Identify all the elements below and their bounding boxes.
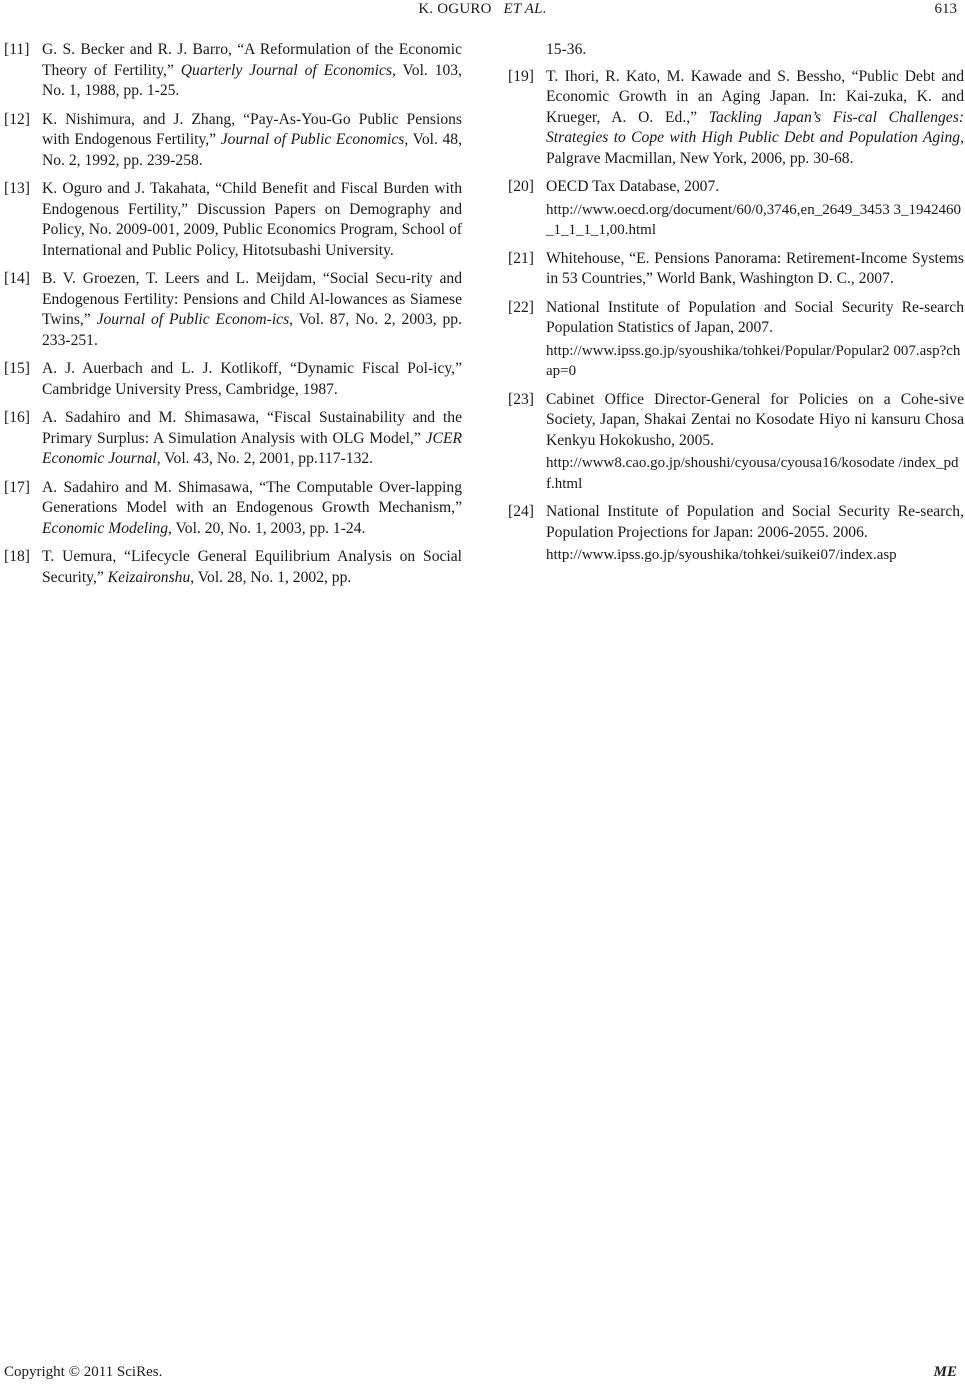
reference-item	[508, 390, 964, 495]
references-left-column	[4, 40, 462, 596]
header-et-al: ET AL.	[503, 1, 547, 17]
reference-url[interactable]: http://www.ipss.go.jp/syoushika/tohkei/suikei07/index.asp	[546, 547, 897, 563]
reference-item	[508, 177, 964, 241]
reference-book-title: Tackling Japan’s Fis-cal Challenges: Strategies to Cope with High Public Debt and Population Aging	[546, 108, 964, 146]
references-right-column	[508, 40, 964, 574]
reference-journal: Journal of Public Economics	[220, 131, 405, 148]
reference-text: Cabinet Office Director-General for Policies on a Cohe-sive Society, Japan, Shakai Zentai no Kosodate Hiyo ni kansuru Chosa Kenkyu Hokokusho, 2005.	[546, 390, 964, 449]
reference-details: , Vol. 87, No. 2, 2003, pp. 233-251.	[42, 311, 463, 349]
reference-number: [18]	[4, 548, 30, 565]
reference-text: B. V. Groezen, T. Leers and L. Meijdam, “Social Secu-rity and Endogenous Fertility: Pensions and Child Al-lowances as Siamese Twins,”	[42, 270, 462, 328]
reference-text: OECD Tax Database, 2007.	[546, 178, 720, 195]
reference-url[interactable]: http://www.oecd.org/document/60/0,3746,en_2649_3453 3_1942460_1_1_1_1,00.html	[546, 201, 961, 238]
reference-item	[4, 179, 462, 261]
reference-text: National Institute of Population and Social Security Re-search Population Statistics of Japan, 2007.	[546, 298, 964, 336]
reference-details: , Palgrave Macmillan, New York, 2006, pp. 30-68.	[546, 129, 964, 167]
copyright-notice: Copyright © 2011 SciRes.	[4, 1364, 163, 1380]
reference-journal: Keizaironshu	[107, 568, 191, 586]
reference-url[interactable]: http://www8.cao.go.jp/shoushi/cyousa/cyousa16/kosodate /index_pdf.html	[546, 455, 959, 492]
reference-number: [23]	[508, 390, 534, 408]
reference-number: [24]	[508, 503, 534, 520]
reference-item	[4, 547, 462, 588]
reference-item	[4, 110, 462, 172]
reference-number: [19]	[508, 67, 534, 85]
reference-text: A. Sadahiro and M. Shimasawa, “Fiscal Sustainability and the Primary Surplus: A Simulation Analysis with OLG Model,”	[42, 409, 462, 447]
reference-journal: Economic Modeling	[42, 519, 169, 537]
reference-item	[4, 269, 462, 351]
reference-text: A. J. Auerbach and L. J. Kotlikoff, “Dynamic Fiscal Pol-icy,” Cambridge University Press, Cambridge, 1987.	[42, 360, 462, 398]
reference-text: K. Nishimura, and J. Zhang, “Pay-As-You-Go Public Pensions with Endogenous Fertility,”	[42, 110, 462, 148]
reference-number: [17]	[4, 478, 30, 496]
reference-item	[4, 359, 462, 400]
reference-details: , Vol. 48, No. 2, 1992, pp. 239-258.	[42, 131, 462, 169]
reference-number: [11]	[4, 41, 30, 58]
reference-text: National Institute of Population and Social Security Re-search, Population Projections for Japan: 2006-2055. 2006.	[546, 503, 964, 541]
reference-number: [14]	[4, 270, 30, 287]
page-footer	[4, 1364, 957, 1384]
reference-number: [16]	[4, 409, 30, 426]
reference-item	[508, 67, 964, 170]
reference-item	[4, 40, 462, 102]
reference-number: [20]	[508, 178, 534, 195]
reference-details: , Vol. 28, No. 1, 2002, pp.	[190, 568, 352, 586]
reference-number: [21]	[508, 249, 534, 267]
reference-continuation: 15-36.	[546, 41, 587, 58]
reference-text: K. Oguro and J. Takahata, “Child Benefit and Fiscal Burden with Endogenous Fertility,” Discussion Papers on Demography and Policy, No. 2009-001, 2009, Public Economics Program, School of International and Public Policy, Hitotsubashi University.	[42, 180, 462, 259]
reference-item	[4, 478, 462, 540]
reference-url[interactable]: http://www.ipss.go.jp/syoushika/tohkei/Popular/Popular2 007.asp?chap=0	[546, 342, 961, 379]
journal-abbreviation: ME	[933, 1364, 957, 1380]
reference-number: [13]	[4, 180, 30, 197]
reference-item	[508, 298, 964, 382]
reference-number: [12]	[4, 110, 30, 128]
reference-details: , Vol. 20, No. 1, 2003, pp. 1-24.	[168, 519, 366, 537]
reference-item	[4, 408, 462, 470]
reference-journal: Quarterly Journal of Economics	[180, 61, 393, 79]
reference-number: [15]	[4, 360, 30, 377]
reference-item	[508, 249, 964, 290]
reference-journal: Journal of Public Econom-ics	[96, 311, 290, 328]
reference-journal: JCER Economic Journal	[42, 429, 462, 467]
reference-number: [22]	[508, 298, 534, 316]
header-author-name: K. OGURO	[418, 1, 492, 17]
running-header-authors	[0, 1, 965, 18]
reference-text: T. Uemura, “Lifecycle General Equilibrium Analysis on Social Security,”	[42, 548, 462, 586]
reference-item	[508, 502, 964, 566]
reference-text: G. S. Becker and R. J. Barro, “A Reformulation of the Economic Theory of Fertility,”	[42, 41, 462, 79]
page-number: 613	[934, 1, 957, 17]
reference-text: Whitehouse, “E. Pensions Panorama: Retirement-Income Systems in 53 Countries,” World Bank, Washington D. C., 2007.	[546, 249, 964, 287]
reference-text: T. Ihori, R. Kato, M. Kawade and S. Bessho, “Public Debt and Economic Growth in an Aging Japan. In: Kai-zuka, K. and Krueger, A. O. Ed.,”	[546, 67, 964, 126]
reference-details: , Vol. 103, No. 1, 1988, pp. 1-25.	[42, 61, 462, 99]
running-header	[0, 0, 965, 22]
reference-details: , Vol. 43, No. 2, 2001, pp.117-132.	[156, 450, 374, 467]
reference-text: A. Sadahiro and M. Shimasawa, “The Computable Over-lapping Generations Model with an Endogenous Growth Mechanism,”	[42, 478, 462, 516]
